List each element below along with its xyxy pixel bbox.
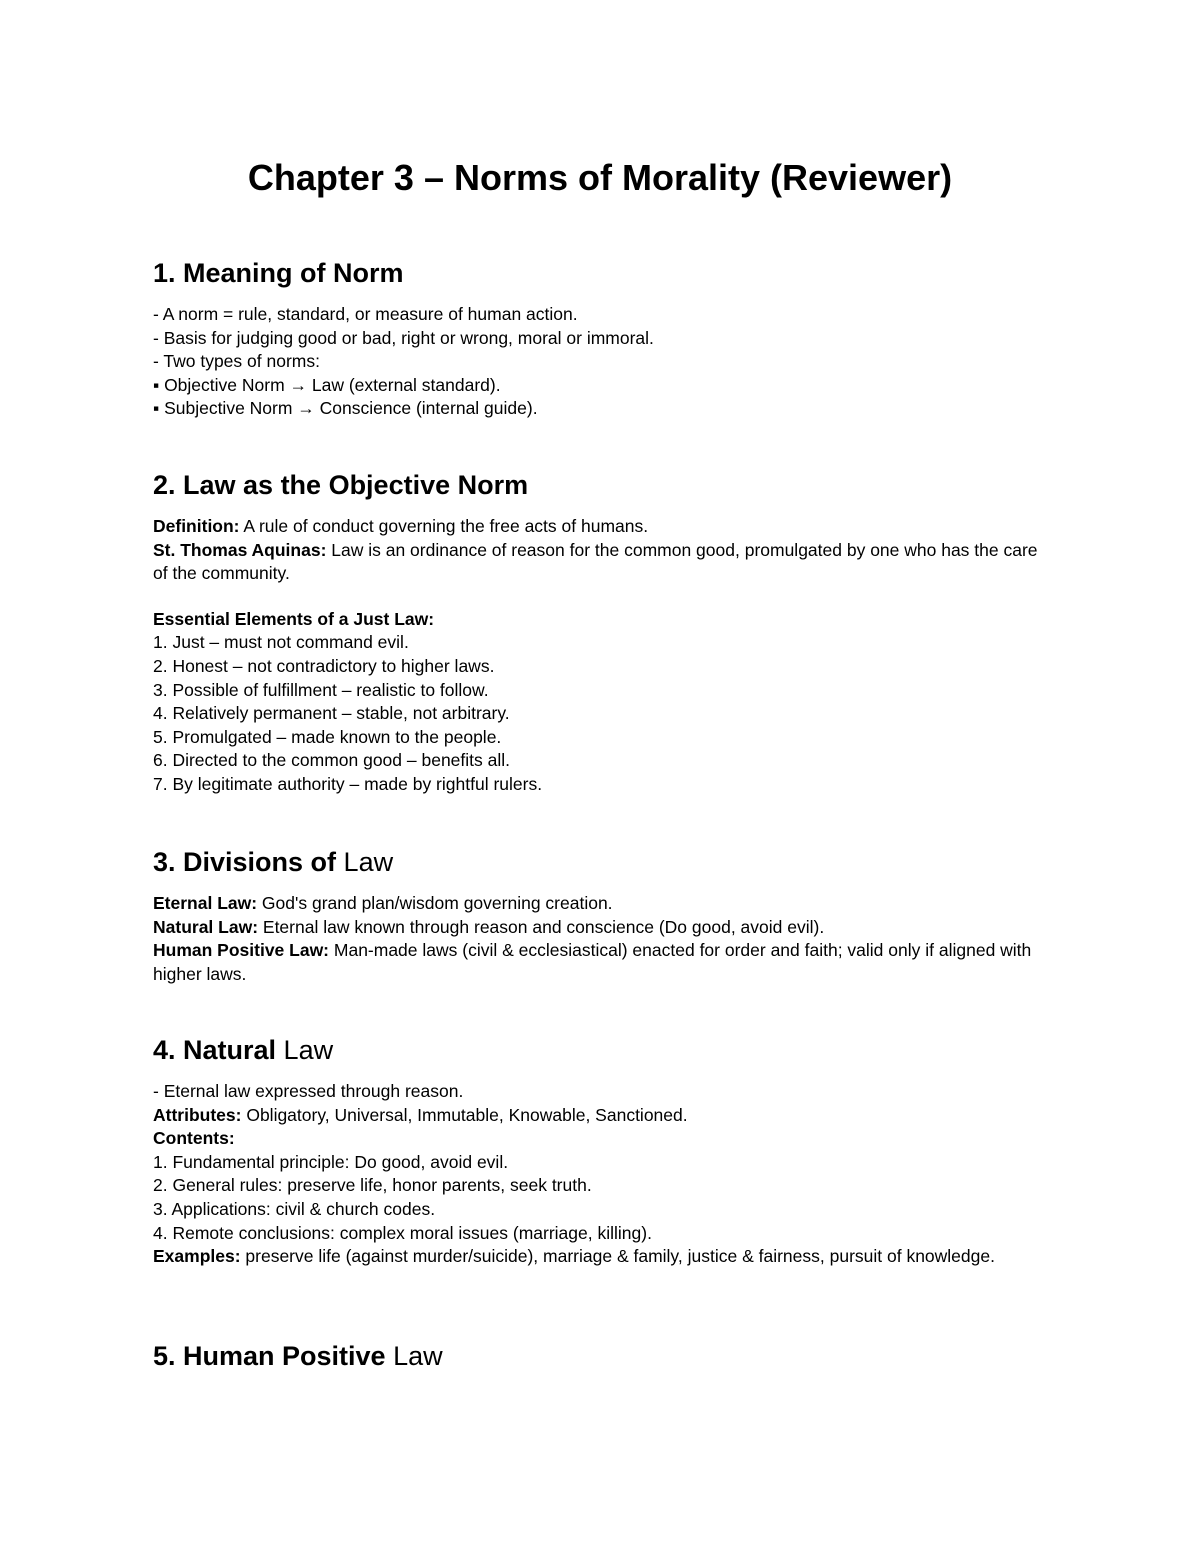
list-item: 2. General rules: preserve life, honor parents, seek truth. — [153, 1175, 592, 1196]
human-positive-law-label: Human Positive Law: — [153, 940, 330, 961]
section-human-positive-law — [153, 1339, 1053, 1386]
heading-light: Law — [336, 847, 394, 877]
aquinas-label: St. Thomas Aquinas: — [153, 539, 327, 560]
heading-light: Law — [385, 1341, 443, 1371]
page-title: Chapter 3 – Norms of Morality (Reviewer) — [247, 157, 953, 198]
list-item: 3. Possible of fulfillment – realistic to follow. — [153, 679, 489, 700]
natural-law-line — [153, 916, 1053, 940]
bullet-line: ▪ Subjective Norm → Conscience (internal guide). — [153, 398, 538, 419]
list-item: 4. Relatively permanent – stable, not arbitrary. — [153, 703, 510, 724]
bullet-line: - Two types of norms: — [153, 351, 320, 372]
list-item: 7. By legitimate authority – made by rightful rulers. — [153, 773, 543, 794]
eternal-law-line — [153, 892, 1053, 916]
human-positive-law-line — [153, 939, 1053, 986]
list-item: 6. Directed to the common good – benefits all. — [153, 750, 511, 771]
list-item: 5. Promulgated – made known to the people. — [153, 726, 502, 747]
elements-heading — [153, 608, 1053, 632]
section-divisions-of-law — [153, 845, 1053, 986]
attributes-label: Attributes: — [153, 1104, 242, 1125]
section-heading: 2. Law as the Objective Norm — [153, 470, 529, 500]
elements-heading-text: Essential Elements of a Just Law: — [153, 608, 435, 629]
human-positive-law-text: Man-made laws (civil & ecclesiastical) enacted for order and faith; valid only if aligned with higher laws. — [153, 940, 1032, 984]
aquinas-line — [153, 539, 1053, 586]
definition-label: Definition: — [153, 516, 240, 536]
examples-text: preserve life (against murder/suicide), marriage & family, justice & fairness, pursuit of knowledge. — [240, 1246, 995, 1267]
list-item: 4. Remote conclusions: complex moral issues (marriage, killing). — [153, 1222, 652, 1243]
natural-law-label: Natural Law: — [153, 916, 259, 937]
contents-label-line — [153, 1127, 1053, 1151]
eternal-law-text: God's grand plan/wisdom governing creation. — [257, 893, 613, 913]
intro-line: - Eternal law expressed through reason. — [153, 1081, 464, 1101]
section-heading — [153, 1033, 1053, 1067]
section-heading: 1. Meaning of Norm — [153, 258, 404, 288]
list-item: 1. Fundamental principle: Do good, avoid evil. — [153, 1151, 509, 1172]
definition-line — [153, 515, 1053, 539]
heading-bold: 3. Divisions of — [153, 847, 337, 877]
examples-line — [153, 1245, 1053, 1269]
list-item: 2. Honest – not contradictory to higher laws. — [153, 655, 495, 676]
attributes-text: Obligatory, Universal, Immutable, Knowable, Sanctioned. — [241, 1104, 688, 1125]
eternal-law-label: Eternal Law: — [153, 893, 258, 913]
list-item: 3. Applications: civil & church codes. — [153, 1198, 436, 1219]
heading-light: Law — [276, 1035, 334, 1065]
bullet-line: - A norm = rule, standard, or measure of human action. — [153, 304, 578, 324]
attributes-line — [153, 1104, 1053, 1128]
bullet-line: - Basis for judging good or bad, right or wrong, moral or immoral. — [153, 327, 654, 348]
natural-law-text: Eternal law known through reason and conscience (Do good, avoid evil). — [258, 916, 825, 937]
bullet-line: ▪ Objective Norm → Law (external standard). — [153, 374, 501, 395]
list-item: 1. Just – must not command evil. — [153, 632, 409, 653]
section-natural-law — [153, 1033, 1053, 1269]
section-meaning-of-norm — [153, 256, 1053, 421]
aquinas-text: Law is an ordinance of reason for the common good, promulgated by one who has the care of the community. — [153, 539, 1038, 584]
section-law-objective-norm — [153, 468, 1053, 797]
definition-text: A rule of conduct governing the free acts of humans. — [239, 516, 649, 536]
section-heading — [153, 845, 1053, 879]
section-heading — [153, 1339, 1053, 1373]
heading-bold: 4. Natural — [153, 1035, 277, 1065]
contents-label: Contents: — [153, 1128, 235, 1149]
spacer — [153, 586, 1053, 608]
heading-bold: 5. Human Positive — [153, 1341, 386, 1371]
examples-label: Examples: — [153, 1246, 241, 1267]
